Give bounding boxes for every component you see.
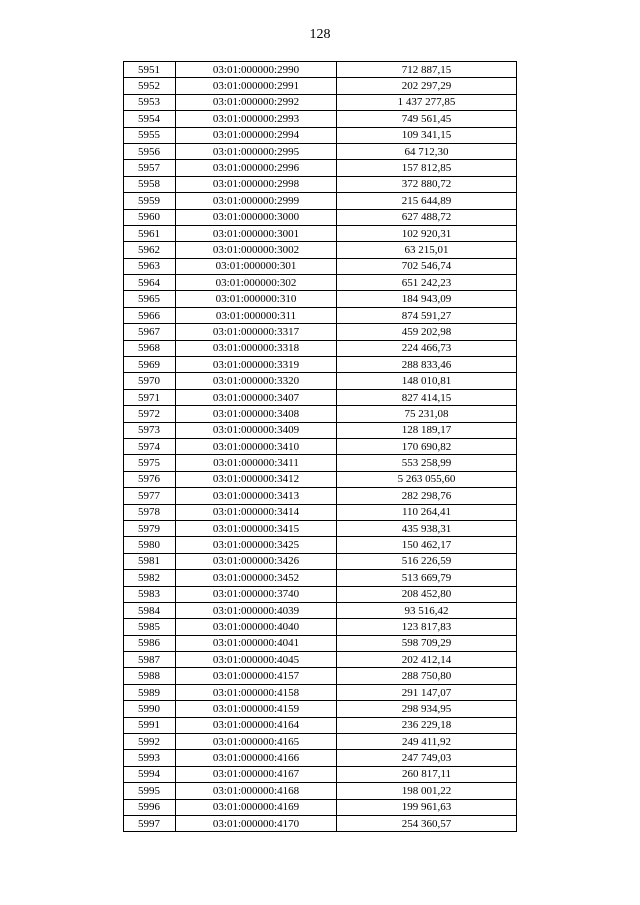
row-number-cell: 5992	[124, 734, 176, 750]
table-row	[124, 275, 517, 291]
row-number-cell: 5990	[124, 701, 176, 717]
cadastral-number-cell: 03:01:000000:4040	[176, 619, 337, 635]
cadastral-number-cell: 03:01:000000:3412	[176, 471, 337, 487]
cadastral-value-cell: 291 147,07	[337, 684, 517, 700]
cadastral-number-cell: 03:01:000000:3319	[176, 357, 337, 373]
cadastral-value-cell: 702 546,74	[337, 258, 517, 274]
table-row	[124, 668, 517, 684]
row-number-cell: 5957	[124, 160, 176, 176]
table-row	[124, 160, 517, 176]
table-row	[124, 734, 517, 750]
row-number-cell: 5969	[124, 357, 176, 373]
cadastral-number-cell: 03:01:000000:3409	[176, 422, 337, 438]
cadastral-value-cell: 282 298,76	[337, 488, 517, 504]
cadastral-number-cell: 03:01:000000:310	[176, 291, 337, 307]
cadastral-number-cell: 03:01:000000:3000	[176, 209, 337, 225]
table-row	[124, 471, 517, 487]
cadastral-value-cell: 75 231,08	[337, 406, 517, 422]
cadastral-value-cell: 712 887,15	[337, 62, 517, 78]
cadastral-value-cell: 553 258,99	[337, 455, 517, 471]
cadastral-number-cell: 03:01:000000:2992	[176, 94, 337, 110]
cadastral-number-cell: 03:01:000000:4168	[176, 783, 337, 799]
table-row	[124, 602, 517, 618]
cadastral-number-cell: 03:01:000000:3407	[176, 389, 337, 405]
cadastral-value-cell: 236 229,18	[337, 717, 517, 733]
cadastral-number-cell: 03:01:000000:2994	[176, 127, 337, 143]
cadastral-value-cell: 651 242,23	[337, 275, 517, 291]
cadastral-number-cell: 03:01:000000:4159	[176, 701, 337, 717]
cadastral-value-cell: 102 920,31	[337, 225, 517, 241]
cadastral-value-cell: 598 709,29	[337, 635, 517, 651]
cadastral-number-cell: 03:01:000000:4165	[176, 734, 337, 750]
table-row	[124, 127, 517, 143]
table-row	[124, 225, 517, 241]
row-number-cell: 5982	[124, 570, 176, 586]
cadastral-value-cell: 288 750,80	[337, 668, 517, 684]
cadastral-value-cell: 170 690,82	[337, 438, 517, 454]
table-row	[124, 438, 517, 454]
row-number-cell: 5965	[124, 291, 176, 307]
row-number-cell: 5978	[124, 504, 176, 520]
table-row	[124, 635, 517, 651]
row-number-cell: 5996	[124, 799, 176, 815]
row-number-cell: 5954	[124, 111, 176, 127]
cadastral-number-cell: 03:01:000000:302	[176, 275, 337, 291]
cadastral-number-cell: 03:01:000000:2998	[176, 176, 337, 192]
cadastral-value-cell: 5 263 055,60	[337, 471, 517, 487]
cadastral-number-cell: 03:01:000000:4041	[176, 635, 337, 651]
cadastral-value-cell: 199 961,63	[337, 799, 517, 815]
cadastral-value-cell: 874 591,27	[337, 307, 517, 323]
cadastral-value-cell: 184 943,09	[337, 291, 517, 307]
table-row	[124, 143, 517, 159]
cadastral-number-cell: 03:01:000000:4167	[176, 766, 337, 782]
table-row	[124, 652, 517, 668]
cadastral-value-cell: 372 880,72	[337, 176, 517, 192]
table-row	[124, 717, 517, 733]
row-number-cell: 5997	[124, 815, 176, 831]
table-row	[124, 258, 517, 274]
table-row	[124, 176, 517, 192]
row-number-cell: 5983	[124, 586, 176, 602]
cadastral-number-cell: 03:01:000000:2996	[176, 160, 337, 176]
table-row	[124, 488, 517, 504]
cadastral-number-cell: 03:01:000000:3318	[176, 340, 337, 356]
table-row	[124, 406, 517, 422]
row-number-cell: 5986	[124, 635, 176, 651]
row-number-cell: 5970	[124, 373, 176, 389]
cadastral-number-cell: 03:01:000000:3415	[176, 520, 337, 536]
cadastral-value-cell: 435 938,31	[337, 520, 517, 536]
row-number-cell: 5985	[124, 619, 176, 635]
cadastral-value-cell: 150 462,17	[337, 537, 517, 553]
cadastral-number-cell: 03:01:000000:2999	[176, 193, 337, 209]
table-row	[124, 373, 517, 389]
table-row	[124, 701, 517, 717]
table-row	[124, 553, 517, 569]
table-row	[124, 422, 517, 438]
cadastral-value-cell: 110 264,41	[337, 504, 517, 520]
row-number-cell: 5956	[124, 143, 176, 159]
table-row	[124, 504, 517, 520]
cadastral-value-cell: 459 202,98	[337, 324, 517, 340]
cadastral-number-cell: 03:01:000000:301	[176, 258, 337, 274]
row-number-cell: 5979	[124, 520, 176, 536]
cadastral-number-cell: 03:01:000000:3408	[176, 406, 337, 422]
cadastral-value-cell: 123 817,83	[337, 619, 517, 635]
table-row	[124, 750, 517, 766]
cadastral-value-cell: 254 360,57	[337, 815, 517, 831]
cadastral-number-cell: 03:01:000000:4157	[176, 668, 337, 684]
row-number-cell: 5968	[124, 340, 176, 356]
cadastral-number-cell: 03:01:000000:4169	[176, 799, 337, 815]
cadastral-value-cell: 93 516,42	[337, 602, 517, 618]
row-number-cell: 5988	[124, 668, 176, 684]
table-row	[124, 389, 517, 405]
cadastral-number-cell: 03:01:000000:4166	[176, 750, 337, 766]
row-number-cell: 5991	[124, 717, 176, 733]
cadastral-number-cell: 03:01:000000:3410	[176, 438, 337, 454]
cadastral-value-cell: 148 010,81	[337, 373, 517, 389]
cadastral-value-cell: 202 297,29	[337, 78, 517, 94]
cadastral-value-cell: 1 437 277,85	[337, 94, 517, 110]
registry-table-body	[124, 62, 517, 832]
table-row	[124, 111, 517, 127]
table-row	[124, 455, 517, 471]
row-number-cell: 5981	[124, 553, 176, 569]
row-number-cell: 5962	[124, 242, 176, 258]
table-row	[124, 62, 517, 78]
cadastral-value-cell: 157 812,85	[337, 160, 517, 176]
cadastral-number-cell: 03:01:000000:3001	[176, 225, 337, 241]
table-row	[124, 586, 517, 602]
cadastral-number-cell: 03:01:000000:3413	[176, 488, 337, 504]
table-row	[124, 783, 517, 799]
table-row	[124, 291, 517, 307]
row-number-cell: 5987	[124, 652, 176, 668]
row-number-cell: 5961	[124, 225, 176, 241]
cadastral-value-cell: 627 488,72	[337, 209, 517, 225]
table-row	[124, 520, 517, 536]
row-number-cell: 5973	[124, 422, 176, 438]
table-row	[124, 357, 517, 373]
cadastral-number-cell: 03:01:000000:2990	[176, 62, 337, 78]
row-number-cell: 5960	[124, 209, 176, 225]
cadastral-value-cell: 224 466,73	[337, 340, 517, 356]
cadastral-number-cell: 03:01:000000:3317	[176, 324, 337, 340]
row-number-cell: 5951	[124, 62, 176, 78]
row-number-cell: 5995	[124, 783, 176, 799]
row-number-cell: 5974	[124, 438, 176, 454]
table-row	[124, 209, 517, 225]
table-row	[124, 619, 517, 635]
table-row	[124, 766, 517, 782]
table-row	[124, 78, 517, 94]
cadastral-number-cell: 03:01:000000:4039	[176, 602, 337, 618]
cadastral-number-cell: 03:01:000000:311	[176, 307, 337, 323]
cadastral-number-cell: 03:01:000000:3414	[176, 504, 337, 520]
cadastral-number-cell: 03:01:000000:3740	[176, 586, 337, 602]
cadastral-value-cell: 109 341,15	[337, 127, 517, 143]
row-number-cell: 5975	[124, 455, 176, 471]
cadastral-value-cell: 215 644,89	[337, 193, 517, 209]
cadastral-value-cell: 298 934,95	[337, 701, 517, 717]
cadastral-value-cell: 260 817,11	[337, 766, 517, 782]
cadastral-number-cell: 03:01:000000:2991	[176, 78, 337, 94]
table-row	[124, 94, 517, 110]
cadastral-number-cell: 03:01:000000:4164	[176, 717, 337, 733]
table-row	[124, 684, 517, 700]
row-number-cell: 5959	[124, 193, 176, 209]
cadastral-value-cell: 128 189,17	[337, 422, 517, 438]
cadastral-value-cell: 64 712,30	[337, 143, 517, 159]
row-number-cell: 5984	[124, 602, 176, 618]
row-number-cell: 5994	[124, 766, 176, 782]
cadastral-number-cell: 03:01:000000:3452	[176, 570, 337, 586]
row-number-cell: 5964	[124, 275, 176, 291]
cadastral-number-cell: 03:01:000000:4170	[176, 815, 337, 831]
page-number: 128	[309, 27, 331, 42]
cadastral-value-cell: 516 226,59	[337, 553, 517, 569]
cadastral-number-cell: 03:01:000000:4158	[176, 684, 337, 700]
row-number-cell: 5989	[124, 684, 176, 700]
table-row	[124, 340, 517, 356]
table-row	[124, 537, 517, 553]
cadastral-number-cell: 03:01:000000:3320	[176, 373, 337, 389]
cadastral-value-cell: 202 412,14	[337, 652, 517, 668]
row-number-cell: 5967	[124, 324, 176, 340]
row-number-cell: 5993	[124, 750, 176, 766]
row-number-cell: 5971	[124, 389, 176, 405]
cadastral-number-cell: 03:01:000000:3426	[176, 553, 337, 569]
cadastral-value-cell: 749 561,45	[337, 111, 517, 127]
cadastral-value-cell: 288 833,46	[337, 357, 517, 373]
cadastral-value-cell: 249 411,92	[337, 734, 517, 750]
table-row	[124, 570, 517, 586]
registry-table	[123, 61, 517, 832]
cadastral-number-cell: 03:01:000000:2993	[176, 111, 337, 127]
cadastral-value-cell: 247 749,03	[337, 750, 517, 766]
row-number-cell: 5958	[124, 176, 176, 192]
table-row	[124, 799, 517, 815]
table-row	[124, 193, 517, 209]
cadastral-number-cell: 03:01:000000:4045	[176, 652, 337, 668]
row-number-cell: 5963	[124, 258, 176, 274]
row-number-cell: 5953	[124, 94, 176, 110]
row-number-cell: 5972	[124, 406, 176, 422]
cadastral-value-cell: 827 414,15	[337, 389, 517, 405]
cadastral-number-cell: 03:01:000000:2995	[176, 143, 337, 159]
cadastral-value-cell: 208 452,80	[337, 586, 517, 602]
cadastral-number-cell: 03:01:000000:3411	[176, 455, 337, 471]
cadastral-value-cell: 513 669,79	[337, 570, 517, 586]
table-row	[124, 324, 517, 340]
table-row	[124, 815, 517, 831]
cadastral-value-cell: 198 001,22	[337, 783, 517, 799]
row-number-cell: 5955	[124, 127, 176, 143]
row-number-cell: 5980	[124, 537, 176, 553]
cadastral-number-cell: 03:01:000000:3002	[176, 242, 337, 258]
row-number-cell: 5977	[124, 488, 176, 504]
row-number-cell: 5952	[124, 78, 176, 94]
cadastral-value-cell: 63 215,01	[337, 242, 517, 258]
row-number-cell: 5976	[124, 471, 176, 487]
table-row	[124, 307, 517, 323]
row-number-cell: 5966	[124, 307, 176, 323]
table-row	[124, 242, 517, 258]
cadastral-number-cell: 03:01:000000:3425	[176, 537, 337, 553]
